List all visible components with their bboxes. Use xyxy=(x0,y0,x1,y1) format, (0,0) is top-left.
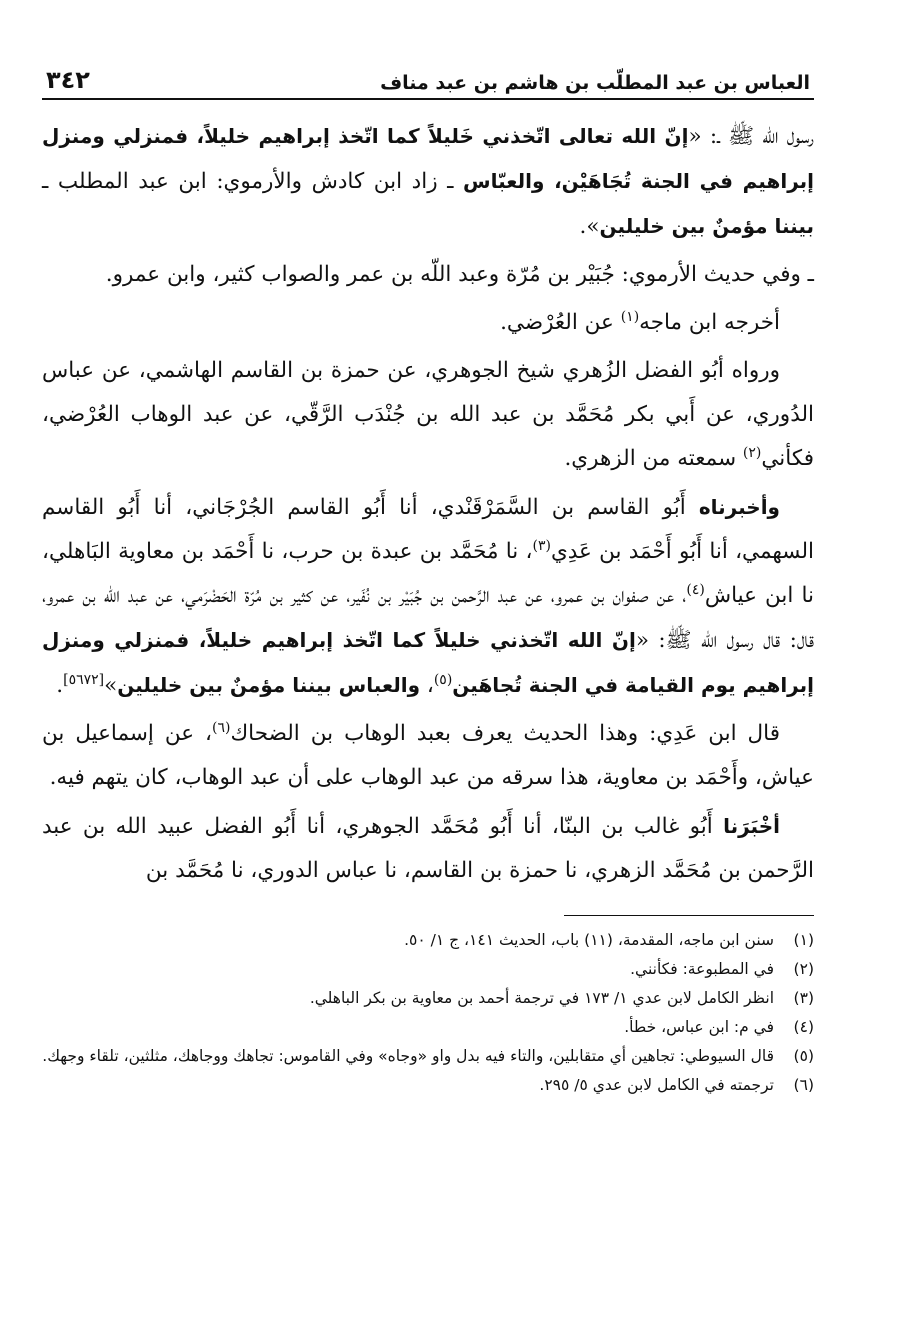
text-segment: أخرجه ابن ماجه xyxy=(639,310,780,335)
main-text xyxy=(42,114,814,893)
footnote-reference: (١) xyxy=(620,308,640,325)
footnote-item xyxy=(42,984,814,1013)
paragraph-p7 xyxy=(42,804,814,893)
footnote-reference: (٣) xyxy=(532,537,551,554)
text-segment: . xyxy=(56,673,64,698)
text-segment: رسول الله ﷺ ـ: « xyxy=(688,124,814,149)
text-segment: قال ابن عَدِي: وهذا الحديث يعرف بعبد الوهاب بن الضحاك xyxy=(230,721,781,746)
page-header xyxy=(42,60,814,100)
footnote-text: في م: ابن عباس، خطأ. xyxy=(624,1018,774,1036)
bold-text: أخْبَرَنا xyxy=(723,814,780,838)
footnote-item xyxy=(42,1013,814,1042)
book-page xyxy=(42,60,814,1100)
footnote-reference: (٥) xyxy=(433,671,453,688)
text-segment: ، عن إسماعيل بن عياش، وأَحْمَد بن معاوية، هذا سرقه من عبد الوهاب على أن عبد الوهاب، كان يتهم فيه. xyxy=(42,721,814,790)
page-number: ٣٤٢ xyxy=(46,66,90,94)
text-segment: أَبُو القاسم بن السَّمَرْقَنْدي، أنا أَبُو القاسم الجُرْجَاني، أنا أَبُو القاسم السهمي، أنا أَبُو أَحْمَد بن عَدِي xyxy=(42,495,815,564)
text-segment: ، xyxy=(420,673,434,698)
footnote-text: انظر الكامل لابن عدي ١/ ١٧٣ في ترجمة أحمد بن معاوية بن بكر الباهلي. xyxy=(309,989,774,1007)
text-segment: » xyxy=(104,673,118,698)
paragraph-p4 xyxy=(42,349,814,481)
bold-text: إنّ الله اتّخذني خليلاً كما اتّخذ إبراهيم خليلاً، فمنزلي ومنزل إبراهيم يوم القيامة في الجنة تُجاهَين xyxy=(42,628,814,697)
text-segment: سمعته من الزهري. xyxy=(564,446,743,471)
footnote-reference: (٤) xyxy=(686,581,705,598)
running-title: العباس بن عبد المطلّب بن هاشم بن عبد مناف xyxy=(380,72,810,94)
text-segment: ، نا مُحَمَّد بن عبدة بن حرب، نا أَحْمَد بن معاوية البَاهلي، نا ابن عياش xyxy=(42,539,814,608)
footnote-reference: (٦) xyxy=(211,719,231,736)
footnote-number: (٤) xyxy=(793,1018,814,1036)
footnote-text: ترجمته في الكامل لابن عدي ٥/ ٢٩٥. xyxy=(539,1076,774,1094)
paragraph-p1 xyxy=(42,114,814,249)
paragraph-p3 xyxy=(42,301,814,345)
text-segment: عن العُرْضي. xyxy=(500,310,621,335)
footnote-item xyxy=(42,926,814,955)
footnote-number: (٣) xyxy=(793,989,814,1007)
bold-text: إنّ الله تعالى اتّخذني خَليلاً كما اتّخذ إبراهيم خليلاً، فمنزلي ومنزل إبراهيم في الجنة تُجَاهَيْن، والعبّاس xyxy=(42,124,814,193)
footnote-item xyxy=(42,1071,814,1100)
footnote-divider xyxy=(564,915,814,916)
footnote-number: (٢) xyxy=(793,960,814,978)
footnote-item xyxy=(42,955,814,984)
footnote-text: قال السيوطي: تجاهين أي متقابلين، والتاء فيه بدل واو «وجاه» وفي القاموس: تجاهك ووجاهك، مثلثين، تلقاء وجهك. xyxy=(42,1047,774,1065)
text-segment: أَبُو غالب بن البنّا، أنا أَبُو مُحَمَّد الجوهري، أنا أَبُو الفضل عبيد الله بن عبد الرَّحمن بن مُحَمَّد الزهري، نا حمزة بن القاسم، نا عباس الدوري، نا مُحَمَّد بن xyxy=(42,814,814,883)
paragraph-p6 xyxy=(42,712,814,800)
paragraph-p5 xyxy=(42,485,814,708)
footnote-reference: [٥٦٧٢] xyxy=(63,671,105,688)
footnote-item xyxy=(42,1042,814,1071)
paragraph-p2 xyxy=(42,253,814,297)
footnote-number: (١) xyxy=(793,931,814,949)
footnote-text: في المطبوعة: فكأنني. xyxy=(630,960,774,978)
text-segment: ـ وفي حديث الأرموي: جُبَيْر بن مُرّة وعبد اللّه بن عمر والصواب كثير، وابن عمرو. xyxy=(105,262,814,287)
bold-text: بيننا مؤمنٌ بين خليلين xyxy=(599,214,814,238)
footnote-number: (٥) xyxy=(793,1047,814,1065)
footnote-reference: (٢) xyxy=(742,444,762,461)
text-segment: ـ زاد ابن كادش والأرموي: ابن عبد المطلب ـ xyxy=(42,169,464,194)
text-segment: ». xyxy=(579,214,600,239)
bold-text: وأخبرناه xyxy=(698,495,780,519)
footnotes xyxy=(42,926,814,1100)
text-segment: ، عن صفوان بن عمرو، عن عبد الرَّحمن بن جُبَيْر بن نُفَير، عن كثير بن مُرّة الحَضْرَمي، عن عبد الله بن عمرو، قال: قال رسول الله ﷺ: « xyxy=(42,583,814,653)
footnote-number: (٦) xyxy=(793,1076,814,1094)
text-segment: ورواه أبُو الفضل الزُهري شيخ الجوهري، عن حمزة بن القاسم الهاشمي، عن عباس الدُوري، عن أَبي بكر مُحَمَّد بن عبد الله بن جُنْدَب الرَّقّي، عن عبد الوهاب العُرْضي، فكأني xyxy=(42,358,814,471)
bold-text: والعباس بيننا مؤمنٌ بين خليلين xyxy=(117,673,421,697)
footnote-text: سنن ابن ماجه، المقدمة، (١١) باب، الحديث ١٤١، ج ١/ ٥٠. xyxy=(404,931,774,949)
